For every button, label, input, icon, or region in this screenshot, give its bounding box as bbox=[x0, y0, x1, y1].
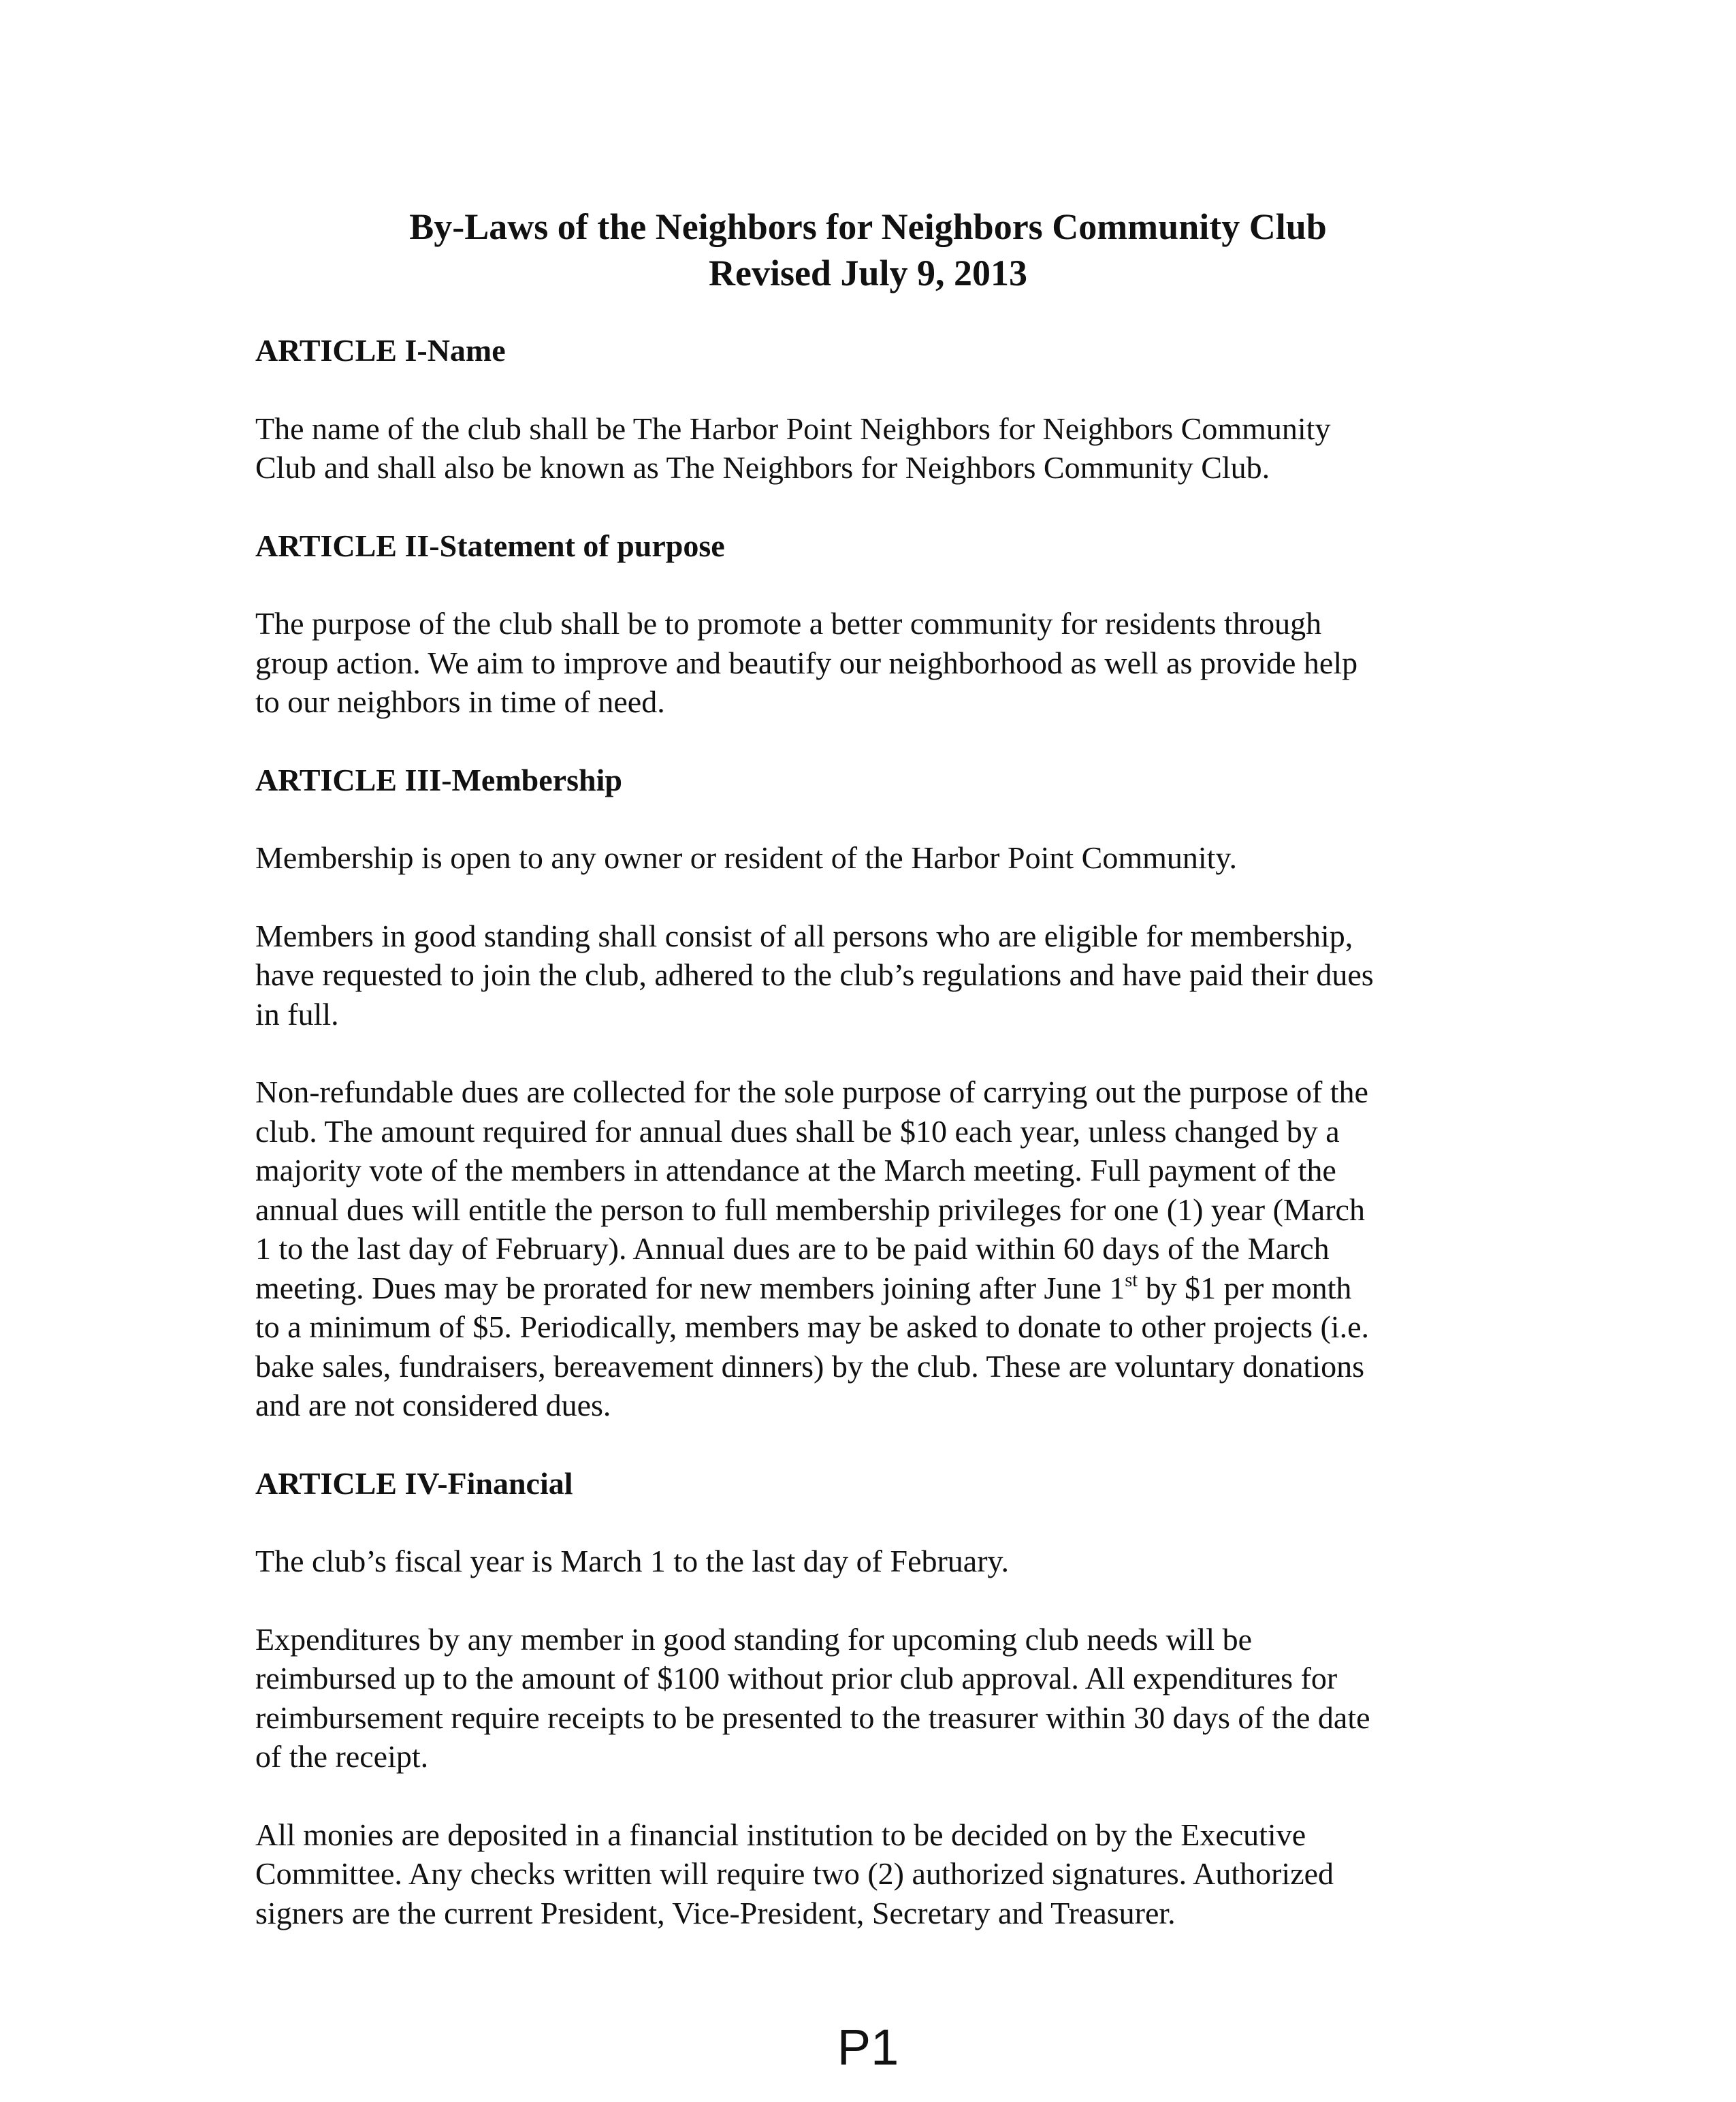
text-line: Committee. Any checks written will require two (2) authorized signatures. Authorized bbox=[255, 1856, 1334, 1891]
article-paragraph bbox=[255, 917, 1501, 1034]
text-line: to a minimum of $5. Periodically, members may be asked to donate to other projects (i.e. bbox=[255, 1309, 1369, 1344]
text-line: signers are the current President, Vice-President, Secretary and Treasurer. bbox=[255, 1895, 1176, 1930]
article-paragraph bbox=[255, 1620, 1501, 1777]
text-line: All monies are deposited in a financial institution to be decided on by the Executive bbox=[255, 1817, 1306, 1852]
text-line: Non-refundable dues are collected for the sole purpose of carrying out the purpose of the bbox=[255, 1074, 1368, 1109]
article-heading: ARTICLE IV-Financial bbox=[255, 1465, 573, 1501]
article-paragraph bbox=[255, 1542, 1501, 1581]
text-line: of the receipt. bbox=[255, 1739, 429, 1774]
text-line: Expenditures by any member in good standing for upcoming club needs will be bbox=[255, 1621, 1253, 1657]
document-body bbox=[255, 331, 1501, 1971]
text-line: and are not considered dues. bbox=[255, 1388, 611, 1422]
text-line: club. The amount required for annual dues shall be $10 each year, unless changed by a bbox=[255, 1113, 1340, 1149]
article-heading: ARTICLE I-Name bbox=[255, 333, 506, 368]
text-line: 1 to the last day of February). Annual dues are to be paid within 60 days of the March bbox=[255, 1231, 1330, 1266]
text-line: annual dues will entitle the person to full membership privileges for one (1) year (March bbox=[255, 1192, 1365, 1227]
text-line: The name of the club shall be The Harbor Point Neighbors for Neighbors Community bbox=[255, 411, 1331, 446]
text-line: reimbursement require receipts to be presented to the treasurer within 30 days of the date bbox=[255, 1700, 1370, 1735]
text-line: in full. bbox=[255, 996, 339, 1032]
text-line: to our neighbors in time of need. bbox=[255, 684, 665, 719]
article-paragraph bbox=[255, 1815, 1501, 1933]
article-paragraph bbox=[255, 604, 1501, 722]
document-subtitle: Revised July 9, 2013 bbox=[708, 253, 1028, 293]
text-fragment: by $1 per month bbox=[1138, 1270, 1352, 1305]
text-line: Members in good standing shall consist of all persons who are eligible for membership, bbox=[255, 918, 1353, 953]
text-line: The club’s fiscal year is March 1 to the last day of February. bbox=[255, 1544, 1010, 1578]
text-line: The purpose of the club shall be to promote a better community for residents through bbox=[255, 606, 1322, 641]
text-line: majority vote of the members in attendance at the March meeting. Full payment of the bbox=[255, 1153, 1336, 1188]
article-paragraph bbox=[255, 409, 1501, 488]
text-line: have requested to join the club, adhered to the club’s regulations and have paid their dues bbox=[255, 957, 1374, 992]
article-paragraph bbox=[255, 838, 1501, 878]
article-paragraph bbox=[255, 1072, 1501, 1425]
ordinal-suffix: st bbox=[1125, 1269, 1138, 1291]
text-fragment: meeting. Dues may be prorated for new members joining after June 1 bbox=[255, 1270, 1125, 1305]
text-line: group action. We aim to improve and beautify our neighborhood as well as provide help bbox=[255, 645, 1358, 680]
text-line bbox=[255, 1269, 1501, 1308]
text-line: reimbursed up to the amount of $100 without prior club approval. All expenditures for bbox=[255, 1661, 1338, 1695]
article-heading: ARTICLE III-Membership bbox=[255, 762, 622, 797]
text-line: bake sales, fundraisers, bereavement dinners) by the club. These are voluntary donations bbox=[255, 1348, 1365, 1384]
article-heading: ARTICLE II-Statement of purpose bbox=[255, 528, 725, 563]
document-title: By-Laws of the Neighbors for Neighbors Community Club bbox=[409, 206, 1327, 247]
page-number: P1 bbox=[837, 2019, 899, 2075]
text-line: Club and shall also be known as The Neighbors for Neighbors Community Club. bbox=[255, 450, 1270, 485]
text-line: Membership is open to any owner or resident of the Harbor Point Community. bbox=[255, 840, 1237, 875]
